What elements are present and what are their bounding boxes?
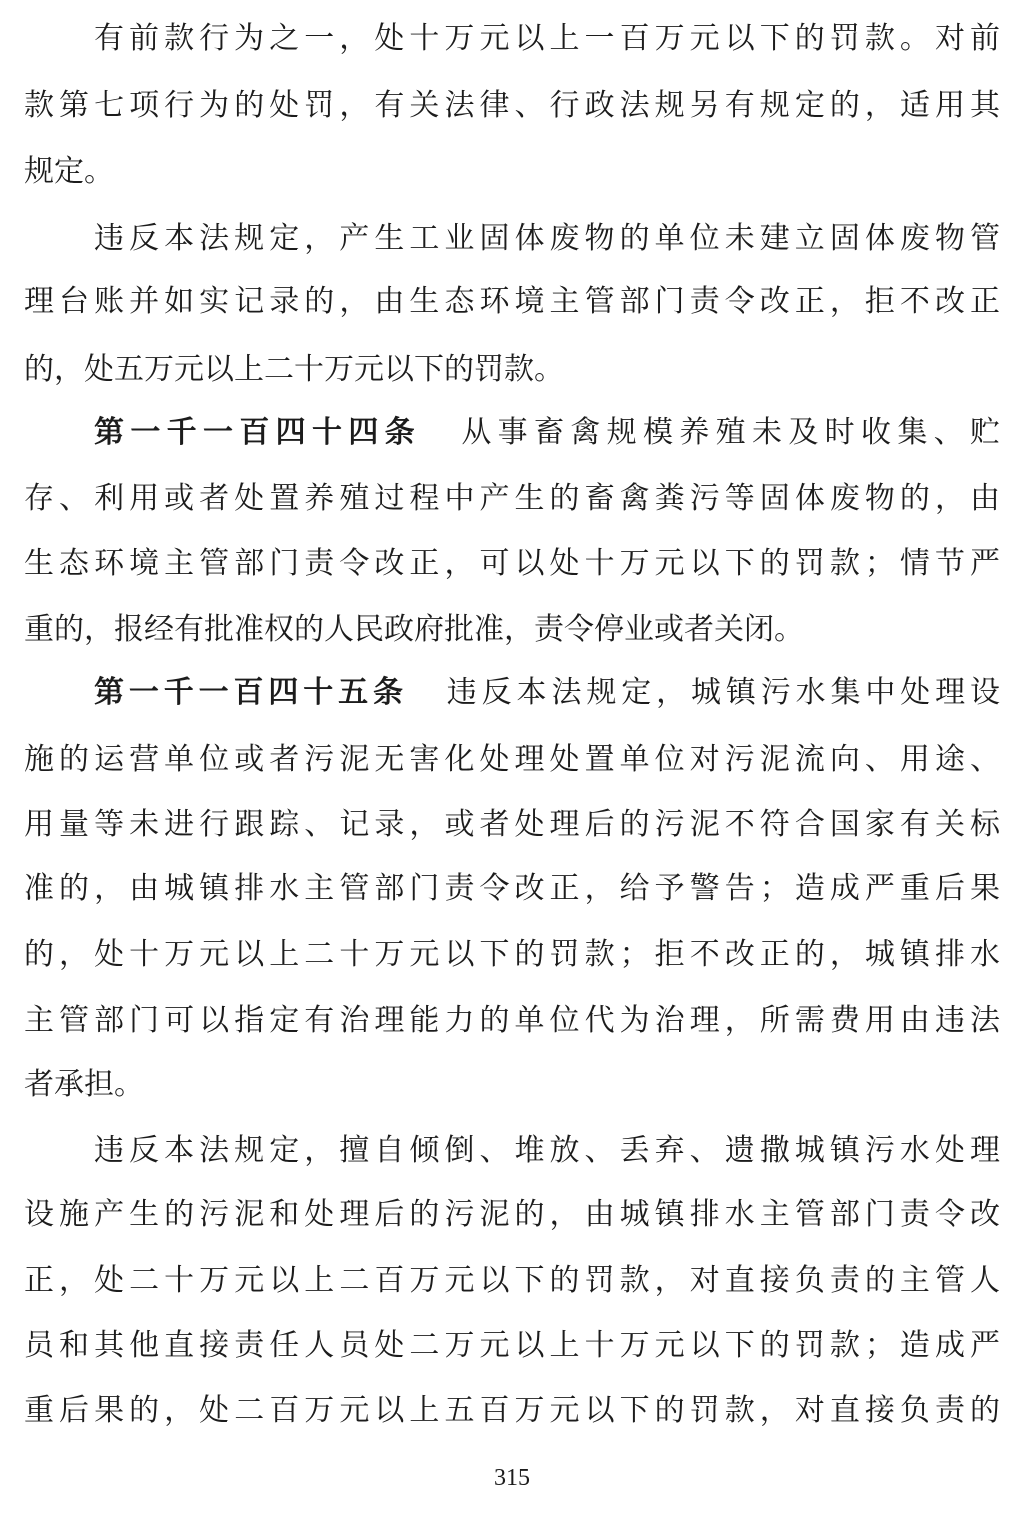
text-line: 的，处十万元以上二十万元以下的罚款；拒不改正的，城镇排水 bbox=[24, 937, 1000, 972]
text-line: 主管部门可以指定有治理能力的单位代为治理，所需费用由违法 bbox=[24, 1003, 1000, 1038]
article-first-line bbox=[94, 404, 1000, 462]
text-line: 员和其他直接责任人员处二万元以上十万元以下的罚款；造成严 bbox=[24, 1328, 1000, 1363]
article-first-line bbox=[94, 664, 1000, 722]
text-line: 用量等未进行跟踪、记录，或者处理后的污泥不符合国家有关标 bbox=[24, 807, 1000, 842]
article-number: 第一千一百四十四条 bbox=[94, 415, 421, 450]
article-number: 第一千一百四十五条 bbox=[94, 675, 408, 710]
text-line: 违反本法规定，擅自倾倒、堆放、丢弃、遗撒城镇污水处理 bbox=[94, 1133, 1000, 1168]
text-line: 款第七项行为的处罚，有关法律、行政法规另有规定的，适用其 bbox=[24, 88, 1000, 123]
text-line: 施的运营单位或者污泥无害化处理处置单位对污泥流向、用途、 bbox=[24, 742, 1000, 777]
text-line: 者承担。 bbox=[24, 1067, 144, 1102]
text-line: 违反本法规定，产生工业固体废物的单位未建立固体废物管 bbox=[94, 221, 1000, 256]
text-line: 从事畜禽规模养殖未及时收集、贮 bbox=[455, 415, 1000, 450]
text-line: 存、利用或者处置养殖过程中产生的畜禽粪污等固体废物的，由 bbox=[24, 481, 1000, 516]
text-line: 准的，由城镇排水主管部门责令改正，给予警告；造成严重后果 bbox=[24, 871, 1000, 906]
text-line: 重的，报经有批准权的人民政府批准，责令停业或者关闭。 bbox=[24, 612, 804, 647]
text-line: 规定。 bbox=[24, 154, 114, 189]
text-line: 有前款行为之一，处十万元以上一百万元以下的罚款。对前 bbox=[94, 21, 1000, 56]
text-line: 重后果的，处二百万元以上五百万元以下的罚款，对直接负责的 bbox=[24, 1393, 1000, 1428]
page-number: 315 bbox=[494, 1465, 530, 1491]
text-line: 理台账并如实记录的，由生态环境主管部门责令改正，拒不改正 bbox=[24, 284, 1000, 319]
text-line: 正，处二十万元以上二百万元以下的罚款，对直接负责的主管人 bbox=[24, 1263, 1000, 1298]
text-line: 违反本法规定，城镇污水集中处理设 bbox=[441, 675, 1000, 710]
text-line: 设施产生的污泥和处理后的污泥的，由城镇排水主管部门责令改 bbox=[24, 1197, 1000, 1232]
text-line: 生态环境主管部门责令改正，可以处十万元以下的罚款；情节严 bbox=[24, 546, 1000, 581]
text-line: 的，处五万元以上二十万元以下的罚款。 bbox=[24, 352, 564, 387]
